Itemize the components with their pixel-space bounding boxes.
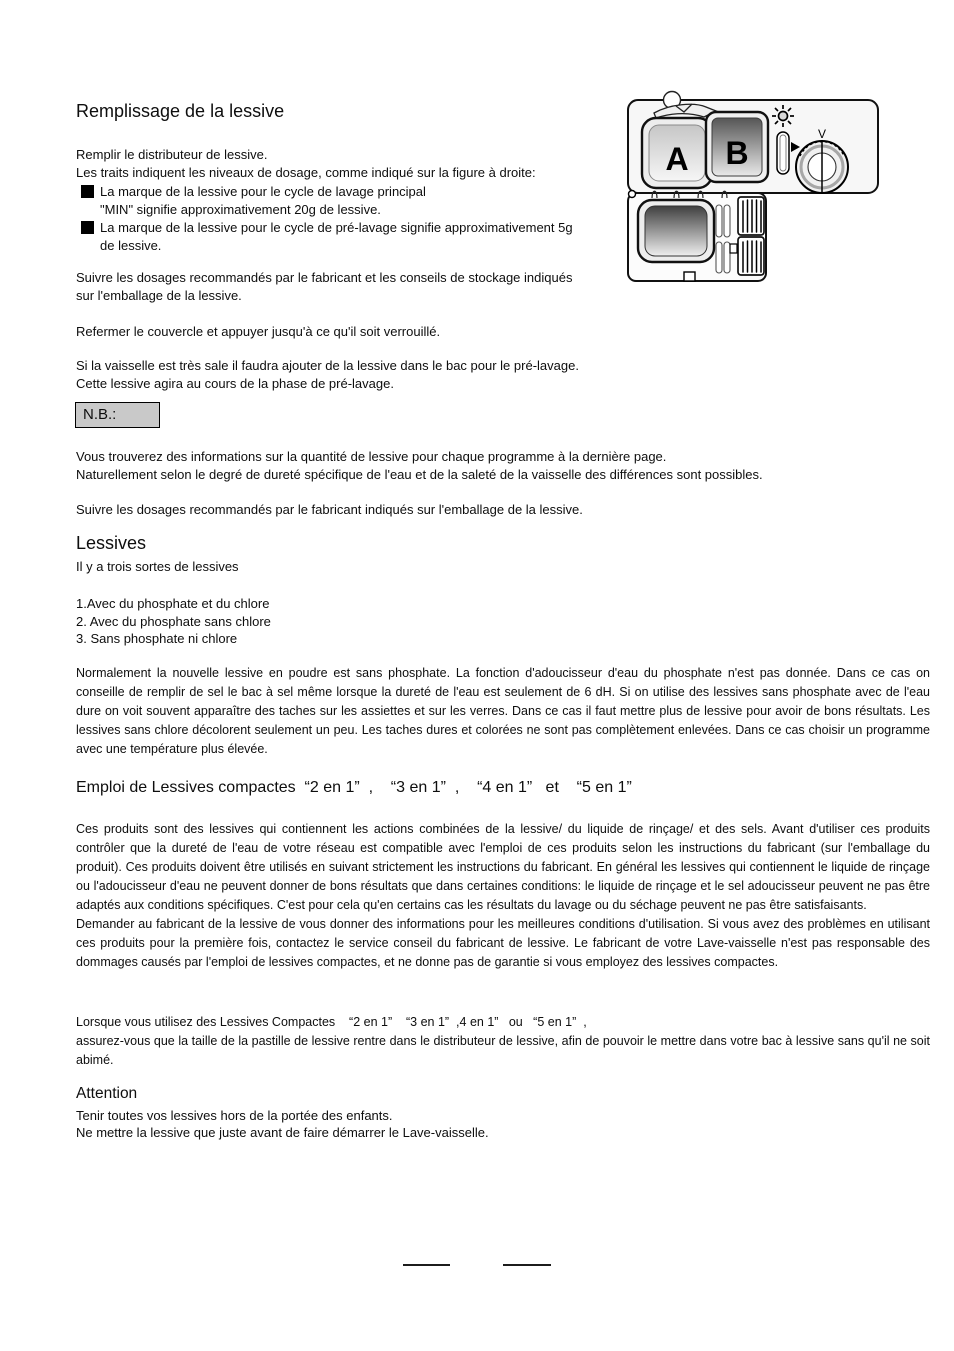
list-item: 1.Avec du phosphate et du chlore xyxy=(76,596,270,611)
bullet-line: La marque de la lessive pour le cycle de pré-lavage signifie approximativement 5g xyxy=(100,220,573,235)
rinse-aid-indicator-icon xyxy=(772,105,794,127)
paragraph-line: Si la vaisselle est très sale il faudra ajouter de la lessive dans le bac pour le pré-lavage. xyxy=(76,358,579,373)
paragraph-refermer: Refermer le couvercle et appuyer jusqu'à ce qu'il soit verrouillé. xyxy=(76,324,441,339)
attention-paragraph xyxy=(76,1108,489,1141)
paragraph-vaisselle xyxy=(76,357,638,393)
bullet-line: "MIN" signifie approximativement 20g de lessive. xyxy=(100,202,381,217)
section-heading-attention: Attention xyxy=(76,1085,138,1102)
paragraph-line: Ne mettre la lessive que juste avant de faire démarrer le Lave-vaisselle. xyxy=(76,1124,489,1140)
paragraph-infos xyxy=(76,448,930,484)
paragraph-suivre-2: Suivre les dosages recommandés par le fabricant indiqués sur l'emballage de la lessive. xyxy=(76,502,583,517)
paragraph-line: assurez-vous que la taille de la pastille de lessive rentre dans le distributeur de lessive, afin de pouvoir le mettre dans votre bac à lessive sans qu'il ne soit abimé. xyxy=(76,1034,930,1067)
paragraph-line: Vous trouverez des informations sur la quantité de lessive pour chaque programme à la dernière page. xyxy=(76,449,667,464)
paragraph-line: Suivre les dosages recommandés par le fabricant et les conseils de stockage indiqués xyxy=(76,270,573,285)
paragraph-normalement: Normalement la nouvelle lessive en poudre est sans phosphate. La fonction d'adoucisseur d'eau du phosphate n'est pas donnée. Dans ce cas on conseille de remplir de sel le bac à sel même lorsque la dureté de l'eau est seulement de 6 dH. Si on utilise des lessives sans phosphate avec de l'eau dure on voit souvent apparaître des taches sur les assiettes et sur les verres. Dans ce cas il faut mettre plus de lessive pour avoir de bons résultats. Les lessives sans chlore décolorent seulement un peu. Les taches dures et colorées ne sont pas complètement enlevées. Dans ce cas choisir un programme avec une température plus élevée. xyxy=(76,666,930,756)
dial-mark-label: V xyxy=(817,127,827,141)
bullet-item-main-wash xyxy=(76,183,638,219)
compartment-b-label: B xyxy=(725,135,749,171)
detergent-types-list xyxy=(76,595,271,648)
dispenser-diagram xyxy=(626,86,882,292)
paragraph-line: sur l'emballage de la lessive. xyxy=(76,288,242,303)
dispenser-figure xyxy=(626,86,882,292)
paragraph-compactes-2: Demander au fabricant de la lessive de vous donner des informations pour les meilleures conditions d'utilisation. Si vous avez des problèmes en utilisant ces produits pour la première fois, contactez le service conseil du fabricant de lessive. Le fabricant de votre Lave-vaisselle n'est pas responsable des dommages causés par l'emploi de lessives compactes, et ne donne pas de garantie si vous employez des lessives compactes. xyxy=(76,917,930,969)
lessives-subtitle: Il y a trois sortes de lessives xyxy=(76,559,239,574)
paragraph-lorsque xyxy=(76,1013,930,1070)
small-latch xyxy=(730,244,737,253)
bottom-tab xyxy=(684,272,695,281)
paragraph-compactes xyxy=(76,820,930,972)
dosage-bullet-list xyxy=(76,183,638,255)
rinse-aid-level-window xyxy=(777,132,789,174)
dispenser-lower-panel xyxy=(628,191,766,282)
paragraph-compactes-1: Ces produits sont des lessives qui contiennent les actions combinées de la lessive/ du liquide de rinçage/ et des sels. Avant d'utiliser ces produits contrôler que la dureté de l'eau de votre réseau est compatible avec l'emploi de ces produits selon les instructions du fabricant (sur l'emballage du produit). Ces produits doivent être utilisés en suivant strictement les instructions du fabricant. En général les lessives qui contiennent le liquide de rinçage ou l'adoucisseur d'eau ne peuvent donner de bons résultats que dans certaines conditions: le liquide de rinçage et le sel adoucisseur peuvent ne pas être adaptés aux conditions spécifiques. C'est pour cela qu'en certains cas les résultats du lavage ou du séchage peuvent ne pas être satisfaisants. xyxy=(76,822,930,912)
paragraph-line: Lorsque vous utilisez des Lessives Compactes “2 en 1” “3 en 1” ,4 en 1” ou “5 en 1” , xyxy=(76,1015,587,1029)
footer-rule-left xyxy=(403,1264,450,1266)
intro-line-1: Remplir le distributeur de lessive. xyxy=(76,147,268,162)
paragraph-line: Cette lessive agira au cours de la phase de pré-lavage. xyxy=(76,376,394,391)
nb-note-box: N.B.: xyxy=(75,402,160,428)
compartment-b xyxy=(706,112,768,182)
section-heading-compactes: Emploi de Lessives compactes “2 en 1” , “3 en 1” , “4 en 1” et “5 en 1” xyxy=(76,779,632,796)
paragraph-line: Tenir toutes vos lessives hors de la portée des enfants. xyxy=(76,1108,393,1123)
list-item: 3. Sans phosphate ni chlore xyxy=(76,631,238,646)
bullet-item-prewash xyxy=(76,219,638,255)
black-square-bullet-icon xyxy=(81,221,94,234)
list-item: 2. Avec du phosphate sans chlore xyxy=(76,613,271,629)
footer-rule-right xyxy=(503,1264,551,1266)
black-square-bullet-icon xyxy=(81,185,94,198)
paragraph-line: Naturellement selon le degré de dureté spécifique de l'eau et de la saleté de la vaisselle des différences sont possibles. xyxy=(76,467,763,482)
bullet-line: de lessive. xyxy=(100,238,162,253)
hinge-dot xyxy=(629,191,636,198)
intro-paragraph xyxy=(76,146,638,182)
compartment-a-label: A xyxy=(665,141,689,177)
page-title: Remplissage de la lessive xyxy=(76,101,285,121)
section-heading-lessives: Lessives xyxy=(76,533,147,553)
bullet-line: La marque de la lessive pour le cycle de lavage principal xyxy=(100,184,426,199)
paragraph-dosages xyxy=(76,269,638,305)
compartment-a xyxy=(642,118,712,188)
intro-line-2: Les traits indiquent les niveaux de dosage, comme indiqué sur la figure à droite: xyxy=(76,165,536,180)
prewash-compartment xyxy=(638,200,714,262)
